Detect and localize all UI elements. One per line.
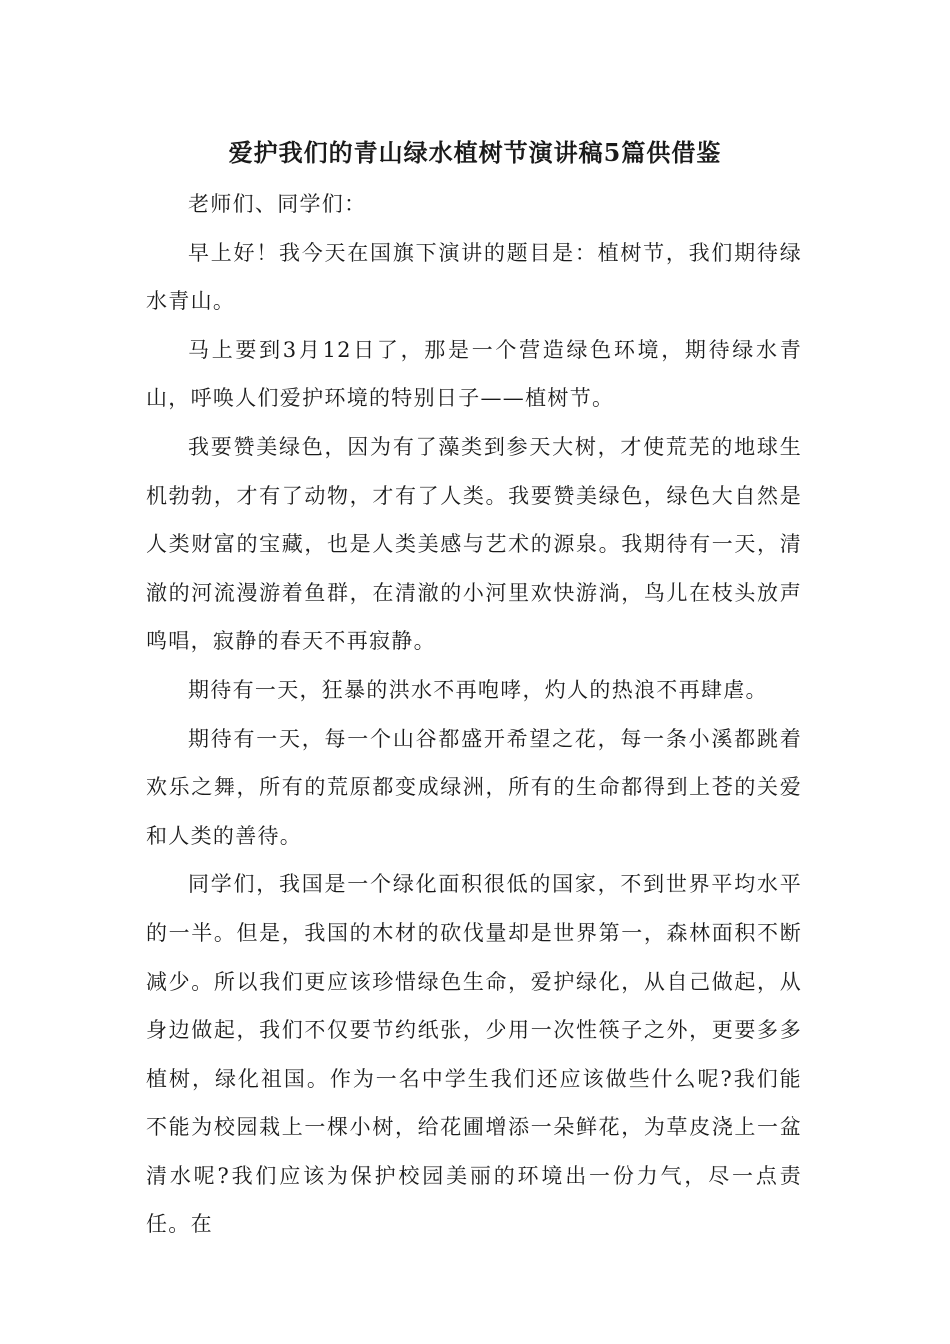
paragraph-greeting: 老师们、同学们： — [188, 192, 367, 216]
document-body — [146, 180, 802, 1249]
paragraph: 早上好！我今天在国旗下演讲的题目是：植树节，我们期待绿水青山。 — [146, 240, 802, 314]
paragraph: 同学们，我国是一个绿化面积很低的国家，不到世界平均水平的一半。但是，我国的木材的砍伐量却是世界第一，森林面积不断减少。所以我们更应该珍惜绿色生命，爱护绿化，从自己做起，从身边做起，我们不仅要节约纸张，少用一次性筷子之外，更要多多植树，绿化祖国。作为一名中学生我们还应该做些什么呢?我们能不能为校园栽上一棵小树，给花圃增添一朵鲜花，为草皮浇上一盆清水呢?我们应该为保护校园美丽的环境出一份力气，尽一点责任。在 — [146, 872, 802, 1237]
paragraph: 期待有一天，狂暴的洪水不再咆哮，灼人的热浪不再肆虐。 — [188, 677, 768, 702]
paragraph: 马上要到3月12日了，那是一个营造绿色环境，期待绿水青山，呼唤人们爱护环境的特别日子——植树节。 — [146, 337, 802, 411]
paragraph: 我要赞美绿色，因为有了藻类到参天大树，才使荒芜的地球生机勃勃，才有了动物，才有了人类。我要赞美绿色，绿色大自然是人类财富的宝藏，也是人类美感与艺术的源泉。我期待有一天，清澈的河流漫游着鱼群，在清澈的小河里欢快游淌，鸟儿在枝头放声鸣唱，寂静的春天不再寂静。 — [146, 434, 802, 654]
document-title: 爱护我们的青山绿水植树节演讲稿5篇供借鉴 — [228, 138, 722, 167]
paragraph: 期待有一天，每一个山谷都盛开希望之花，每一条小溪都跳着欢乐之舞，所有的荒原都变成绿洲，所有的生命都得到上苍的关爱和人类的善待。 — [146, 726, 802, 848]
